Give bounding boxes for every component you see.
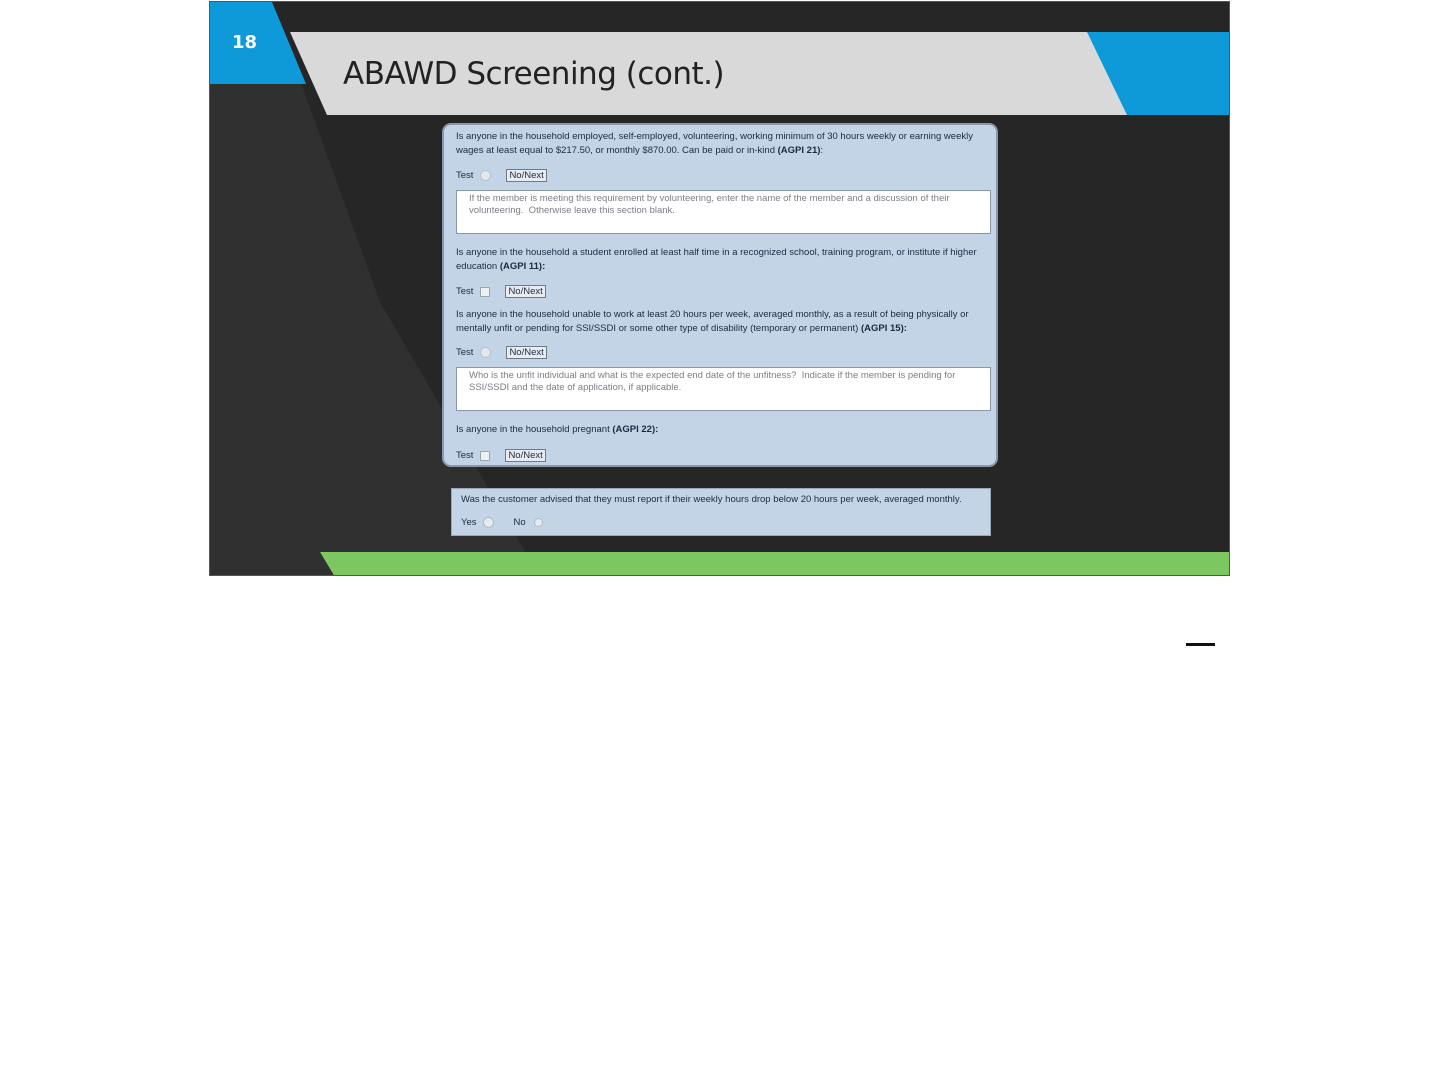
student-test-checkbox[interactable] (480, 287, 490, 297)
test-label: Test (456, 286, 474, 297)
question-disability (456, 308, 996, 335)
green-bottom-band (320, 552, 1230, 576)
no-radio[interactable] (534, 518, 543, 527)
test-label: Test (456, 170, 474, 181)
employment-test-checkbox[interactable] (480, 170, 491, 181)
question-employment-code: (AGPI 21) (777, 144, 821, 156)
presentation-slide (209, 1, 1230, 576)
question-pregnant-text: Is anyone in the household pregnant (456, 424, 610, 435)
employment-no-next-button[interactable]: No/Next (506, 169, 546, 182)
question-employment-text: Is anyone in the household employed, self-employed, volunteering, working minimum of 30 hours weekly or earning weekly wages at least equal to $217.50, or monthly $870.00. Can be paid or in-kind (456, 131, 973, 156)
unfitness-textarea[interactable] (456, 367, 991, 411)
question-pregnant (456, 423, 991, 437)
pregnant-no-next-button[interactable]: No/Next (505, 449, 545, 462)
test-label: Test (456, 347, 474, 358)
pregnant-test-row (456, 449, 546, 462)
pregnant-test-checkbox[interactable] (480, 451, 490, 461)
disability-no-next-button[interactable]: No/Next (506, 346, 546, 359)
student-no-next-button[interactable]: No/Next (505, 285, 545, 298)
yes-label: Yes (461, 517, 477, 528)
slide-number: 18 (232, 32, 258, 53)
disability-test-checkbox[interactable] (480, 347, 491, 358)
advise-radio-row (461, 517, 563, 528)
question-employment-suffix: : (820, 144, 824, 156)
dash-mark (1186, 643, 1215, 646)
screening-form-panel (442, 123, 998, 467)
advise-question: Was the customer advised that they must report if their weekly hours drop below 20 hours per week, averaged monthly. (461, 494, 962, 505)
disability-test-row (456, 346, 547, 359)
test-label: Test (456, 450, 474, 461)
question-student-code: (AGPI 11): (499, 260, 546, 272)
slide-title: ABAWD Screening (cont.) (343, 56, 725, 92)
yes-radio[interactable] (483, 517, 494, 528)
volunteering-textarea[interactable] (456, 190, 991, 234)
student-test-row (456, 285, 546, 298)
question-student-text: Is anyone in the household a student enrolled at least half time in a recognized school, training program, or institute if higher education (456, 247, 977, 272)
slide-number-tab (210, 2, 306, 84)
employment-test-row (456, 169, 547, 182)
question-pregnant-code: (AGPI 22): (612, 424, 659, 435)
advise-panel (451, 488, 991, 536)
question-employment (456, 130, 991, 157)
question-student (456, 246, 991, 273)
question-disability-code: (AGPI 15): (861, 322, 907, 334)
no-label: No (513, 517, 526, 528)
question-disability-text: Is anyone in the household unable to work at least 20 hours per week, averaged monthly, as a result of being physically or mentally unfit or pending for SSI/SSDI or some other type of disability (temporary or permanent) (456, 309, 969, 334)
